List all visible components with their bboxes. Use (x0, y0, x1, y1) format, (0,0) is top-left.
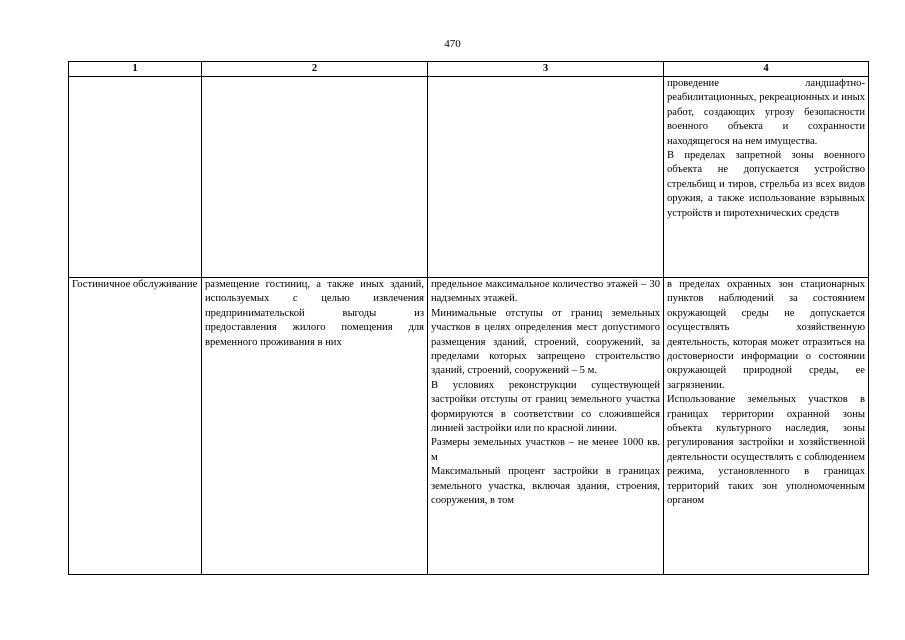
continued-cell-col4 (664, 77, 869, 278)
land-use-type-cell (69, 278, 202, 575)
land-use-description: размещение гостиниц, а также иных зданий, используемых с целью извлечения предпринимательской выгоды из предоставления жилого помещения для временного проживания в них (205, 279, 424, 348)
restriction-paragraph: В пределах запретной зоны военного объекта не допускается устройство стрельбищ и тиров, стрельба из всех видов оружия, а также использование взрывных устройств и пиротехнических средств (667, 150, 865, 219)
table-row (69, 278, 869, 575)
restrictions-cell (664, 278, 869, 575)
parameter-paragraph: Минимальные отступы от границ земельных участков в целях определения мест допустимого размещения зданий, строений, сооружений, за пределами которых запрещено строительство зданий, строений, сооружений – 5 м. (431, 307, 660, 377)
land-use-type: Гостиничное обслуживание (72, 279, 198, 290)
column-header-4: 4 (664, 62, 869, 77)
restriction-paragraph: проведение ландшафтно-реабилитационных, рекреационных и иных работ, создающих угрозу безопасности военного объекта и сохранности находящегося на нем имущества. (667, 78, 865, 147)
page-number: 470 (444, 38, 461, 50)
header-row (69, 62, 869, 77)
continued-cell-col1 (69, 77, 202, 278)
parameter-paragraph: предельное максимальное количество этажей – 30 надземных этажей. (431, 279, 660, 305)
parameter-paragraph: В условиях реконструкции существующей застройки отступы от границ земельного участка формируются в соответствии со сложившейся линией застройки или по красной линии. (431, 379, 660, 435)
parameters-cell (428, 278, 664, 575)
column-header-1: 1 (69, 62, 202, 77)
continued-cell-col2 (202, 77, 428, 278)
continued-cell-col3 (428, 77, 664, 278)
table-row (69, 77, 869, 278)
land-use-description-cell (202, 278, 428, 575)
parameter-paragraph: Максимальный процент застройки в границах земельного участка, включая здания, строения, сооружения, в том (431, 466, 660, 507)
column-header-2: 2 (202, 62, 428, 77)
restriction-paragraph: в пределах охранных зон стационарных пунктов наблюдений за состоянием окружающей среды не допускается осуществлять хозяйственную деятельность, которая может отразиться на достоверности информации о состоянии окружающей природной среды, ее загрязнении. (667, 279, 865, 391)
document-table (68, 61, 869, 575)
restriction-paragraph: Использование земельных участков в границах территории охранной зоны объекта культурного наследия, зоны регулирования застройки и хозяйственной деятельности осуществлять с соблюдением режима, установленного в границах территорий таких зон уполномоченным органом (667, 394, 865, 507)
column-header-3: 3 (428, 62, 664, 77)
parameter-paragraph: Размеры земельных участков – не менее 1000 кв. м (431, 437, 660, 463)
